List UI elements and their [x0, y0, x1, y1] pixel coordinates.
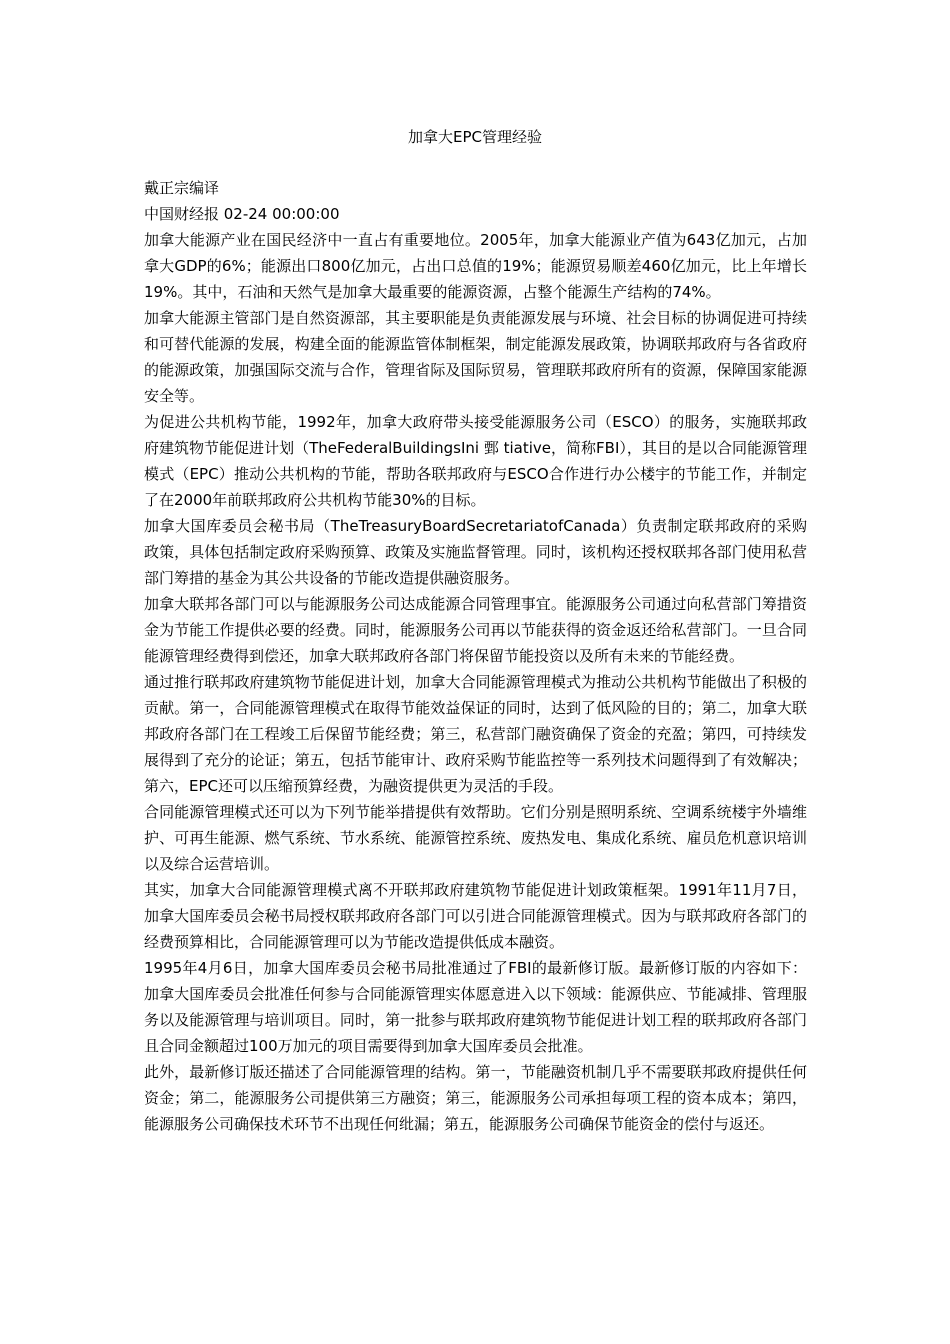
paragraph: 加拿大联邦各部门可以与能源服务公司达成能源合同管理事宜。能源服务公司通过向私营部门筹措资金为节能工作提供必要的经费。同时，能源服务公司再以节能获得的资金返还给私营部门。一旦合同能源管理经费得到偿还，加拿大联邦政府各部门将保留节能投资以及所有未来的节能经费。	[144, 595, 807, 665]
paragraph: 合同能源管理模式还可以为下列节能举措提供有效帮助。它们分别是照明系统、空调系统楼宇外墙维护、可再生能源、燃气系统、节水系统、能源管控系统、废热发电、集成化系统、雇员危机意识培训以及综合运营培训。	[144, 803, 807, 873]
paragraph: 此外，最新修订版还描述了合同能源管理的结构。第一，节能融资机制几乎不需要联邦政府提供任何资金；第二，能源服务公司提供第三方融资；第三，能源服务公司承担每项工程的资本成本；第四，能源服务公司确保技术环节不出现任何纰漏；第五，能源服务公司确保节能资金的偿付与返还。	[144, 1063, 807, 1133]
paragraph: 通过推行联邦政府建筑物节能促进计划，加拿大合同能源管理模式为推动公共机构节能做出了积极的贡献。第一，合同能源管理模式在取得节能效益保证的同时，达到了低风险的目的；第二，加拿大联邦政府各部门在工程竣工后保留节能经费；第三，私营部门融资确保了资金的充盈；第四，可持续发展得到了充分的论证；第五，包括节能审计、政府采购节能监控等一系列技术问题得到了有效解决；第六，EPC还可以压缩预算经费，为融资提供更为灵活的手段。	[144, 673, 807, 795]
author-line: 戴正宗编译	[144, 179, 220, 197]
paragraph: 其实，加拿大合同能源管理模式离不开联邦政府建筑物节能促进计划政策框架。1991年11月7日，加拿大国库委员会秘书局授权联邦政府各部门可以引进合同能源管理模式。因为与联邦政府各部门的经费预算相比，合同能源管理可以为节能改造提供低成本融资。	[144, 881, 807, 951]
paragraph: 1995年4月6日，加拿大国库委员会秘书局批准通过了FBI的最新修订版。最新修订版的内容如下：加拿大国库委员会批准任何参与合同能源管理实体愿意进入以下领域：能源供应、节能减排、管理服务以及能源管理与培训项目。同时，第一批参与联邦政府建筑物节能促进计划工程的联邦政府各部门且合同金额超过100万加元的项目需要得到加拿大国库委员会批准。	[144, 959, 807, 1055]
document-body	[144, 175, 807, 1137]
paragraph: 加拿大国库委员会秘书局（TheTreasuryBoardSecretariatofCanada）负责制定联邦政府的采购政策，具体包括制定政府采购预算、政策及实施监督管理。同时，该机构还授权联邦各部门使用私营部门筹措的基金为其公共设备的节能改造提供融资服务。	[144, 517, 807, 587]
paragraph: 加拿大能源产业在国民经济中一直占有重要地位。2005年，加拿大能源业产值为643亿加元，占加拿大GDP的6%；能源出口800亿加元，占出口总值的19%；能源贸易顺差460亿加元，比上年增长19%。其中，石油和天然气是加拿大最重要的能源资源，占整个能源生产结构的74%。	[144, 231, 807, 301]
paragraph: 为促进公共机构节能，1992年，加拿大政府带头接受能源服务公司（ESCO）的服务，实施联邦政府建筑物节能促进计划（TheFederalBuildingsIni 鄄 tiative，简称FBI），其目的是以合同能源管理模式（EPC）推动公共机构的节能，帮助各联邦政府与ESCO合作进行办公楼宇的节能工作，并制定了在2000年前联邦政府公共机构节能30%的目标。	[144, 413, 807, 509]
source-line: 中国财经报 02-24 00:00:00	[144, 205, 340, 223]
paragraph: 加拿大能源主管部门是自然资源部，其主要职能是负责能源发展与环境、社会目标的协调促进可持续和可替代能源的发展，构建全面的能源监管体制框架，制定能源发展政策，协调联邦政府与各省政府的能源政策，加强国际交流与合作，管理省际及国际贸易，管理联邦政府所有的资源，保障国家能源安全等。	[144, 309, 807, 405]
document-title: 加拿大EPC管理经验	[408, 128, 542, 146]
